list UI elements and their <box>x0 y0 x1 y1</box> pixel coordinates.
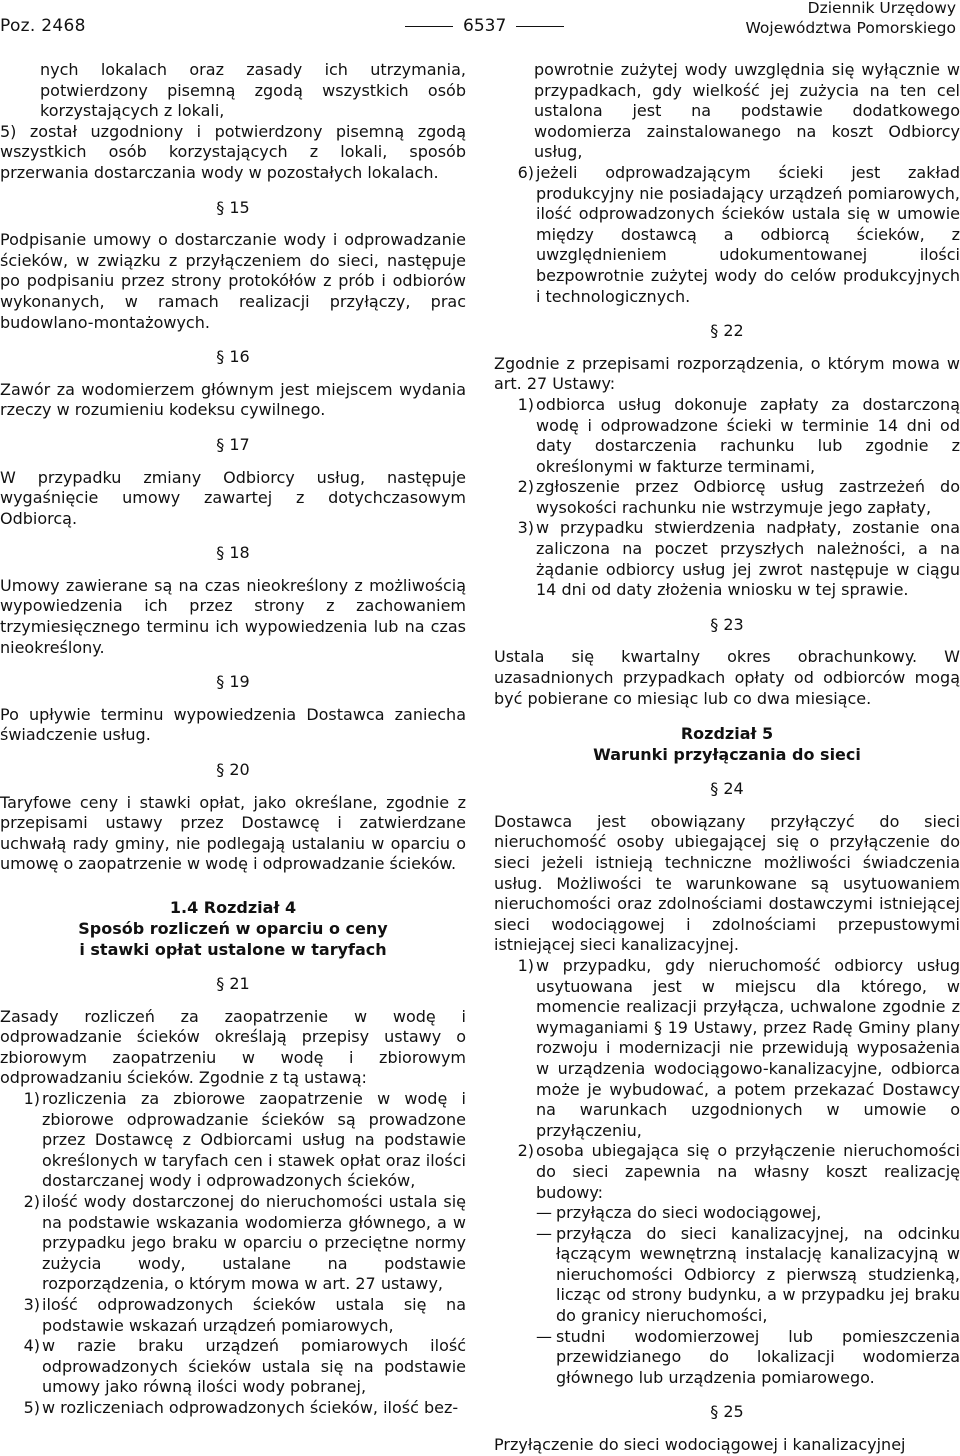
section-18-text: Umowy zawierane są na czas nieokreślony z możliwością wypowiedzenia ich przez strony z zachowaniem trzymiesięcznego terminu ich wypowiedzenia lub na czas nieokreślony. <box>0 575 466 657</box>
section-23-text: Ustala się kwartalny okres obrachunkowy. W uzasadnionych przypadkach opłaty od odbiorców mogą być pobierane co miesiąc lub co dwa miesiące. <box>494 647 960 708</box>
section-21-text: Zasady rozliczeń za zaopatrzenie w wodę i odprowadzanie ścieków określają przepisy ustawy o zbiorowym zaopatrzeniu w wodę i zbiorowym odprowadzaniu ścieków. Zgodnie z tą ustawą: <box>0 1006 466 1088</box>
list-item <box>494 1141 960 1203</box>
continued-item: nych lokalach oraz zasady ich utrzymania, potwierdzony pisemną zgodą wszystkich osób korzystających z lokali, <box>40 60 466 121</box>
section-15-text: Podpisanie umowy o dostarczanie wody i odprowadzanie ścieków, w związku z przyłączeniem do sieci, następuje po podpisaniu przez strony protokółów z prób i odbiorów wykonanych, w ramach realizacji przyłączy, prac budowlano-montażowych. <box>0 230 466 332</box>
list-text: w rozliczeniach odprowadzonych ścieków, ilość bez- <box>42 1397 459 1417</box>
section-16-heading: § 16 <box>0 347 466 368</box>
dash-marker: — <box>536 1326 552 1346</box>
left-column <box>0 60 466 1418</box>
list-number: 2) <box>23 1191 40 1211</box>
section-21-list <box>0 1089 466 1419</box>
list-item <box>494 518 960 600</box>
list-text: odbiorca usług dokonuje zapłaty za dostarczoną wodę i odprowadzone ścieki w terminie 14 dni od daty dostarczenia rachunku lub zgodnie z określonymi w fakturze terminami, <box>536 394 960 476</box>
dash-text: przyłącza do sieci kanalizacyjnej, na odcinku łączącym wewnętrzną instalację kanalizacyjną w nieruchomości Odbiorcy z pierwszą studzienką, licząc od strony budynku, a w przypadku jej braku do granicy nieruchomości, <box>556 1223 960 1326</box>
list-number: 6) <box>517 162 534 182</box>
chapter-4-title-line2: i stawki opłat ustalone w taryfach <box>79 940 387 959</box>
section-20-text: Taryfowe ceny i stawki opłat, jako określane, zgodnie z przepisami ustawy przez Dostawcę i zatwierdzane uchwałą rady gminy, nie podlegają ustalaniu w oparciu o umowę o zaopatrzenie w wodę i odprowadzanie ścieków. <box>0 792 466 874</box>
list-item <box>0 1192 466 1295</box>
list-number: 2) <box>517 477 534 497</box>
list-number: 4) <box>23 1336 40 1356</box>
list-number: 3) <box>517 518 534 538</box>
list-text: w razie braku urządzeń pomiarowych ilość odprowadzonych ścieków ustala się na podstawie umowy jako równą ilości wody pobranej, <box>42 1336 466 1397</box>
right-column <box>494 60 960 1456</box>
list-text: ilość odprowadzonych ścieków ustala się na podstawie wskazań urządzeń pomiarowych, <box>42 1294 466 1335</box>
section-17-heading: § 17 <box>0 435 466 456</box>
list-text: jeżeli odprowadzającym ścieki jest zakład produkcyjny nie posiadający urządzeń pomiarowych, ilość odprowadzonych ścieków ustala się w umowie między dostawcą a odbiorcą ścieków, z uwzględnieniem udokumentowanej ilości bezpowrotnie zużytej wody do celów produkcyjnych i technologicznych. <box>536 162 960 306</box>
list-number: 1) <box>517 394 534 414</box>
list-text: w przypadku, gdy nieruchomość odbiorcy usług usytuowana jest w miejscu dla którego, w momencie realizacji przyłącza, uchwalone zgodnie z wymaganiami § 19 Ustawy, przez Radę Gminy plany rozwoju i modernizacji nie przewidują wyposażenia w urządzenia wodociągowo-kanalizacyjne, odbiorca może je wybudować, a potem przekazać Dostawcy na warunkach uzgodnionych w umowie o przyłączeniu, <box>536 955 960 1140</box>
dash-text: przyłącza do sieci wodociągowej, <box>556 1203 822 1223</box>
page-header <box>0 0 960 44</box>
section-24-text: Dostawca jest obowiązany przyłączyć do sieci nieruchomość osoby ubiegającej się o przyłączenie do sieci jeżeli istnieją techniczne możliwości świadczenia usług. Możliwości te warunkowane są usytuowaniem nieruchomości oraz zdolnościami dostawczymi istniejącej sieci wodociągowej i zdolnościami przepustowymi istniejącej sieci kanalizacyjnej. <box>494 811 960 955</box>
journal-title <box>745 0 956 38</box>
section-24-dash-list <box>494 1203 960 1388</box>
section-23-heading: § 23 <box>494 615 960 636</box>
chapter-5-number: Rozdział 5 <box>680 724 774 744</box>
section-19-text: Po upływie terminu wypowiedzenia Dostawca zaniecha świadczenie usług. <box>0 704 466 745</box>
list-number: 2) <box>517 1141 534 1161</box>
list-item <box>0 1336 466 1398</box>
chapter-5-heading <box>494 723 960 765</box>
list-text: osoba ubiegająca się o przyłączenie nieruchomości do sieci zapewnia na własny koszt realizację budowy: <box>536 1141 960 1202</box>
chapter-4-title-line1: Sposób rozliczeń w oparciu o ceny <box>78 919 388 938</box>
dash-item <box>494 1203 960 1224</box>
list-text: zgłoszenie przez Odbiorcę usług zastrzeżeń do wysokości rachunku nie wstrzymuje jego zapłaty, <box>536 477 960 517</box>
section-17-text: W przypadku zmiany Odbiorcy usług, następuje wygaśnięcie umowy zawartej z dotychczasowym Odbiorcą. <box>0 467 466 528</box>
journal-title-line1: Dziennik Urzędowy <box>807 0 956 17</box>
list-item <box>0 1089 466 1192</box>
section-18-heading: § 18 <box>0 543 466 564</box>
section-22-list <box>494 395 960 601</box>
list-item <box>494 395 960 477</box>
item-5: 5) został uzgodniony i potwierdzony pisemną zgodą wszystkich osób korzystających z lokali, sposób przerwania dostarczania wody w pozostałych lokalach. <box>0 121 466 182</box>
list-number: 1) <box>517 955 534 975</box>
dash-item <box>494 1327 960 1389</box>
chapter-4-heading <box>0 897 466 960</box>
section-24-heading: § 24 <box>494 779 960 800</box>
section-16-text: Zawór za wodomierzem głównym jest miejscem wydania rzeczy w rozumieniu kodeksu cywilnego. <box>0 379 466 420</box>
section-19-heading: § 19 <box>0 672 466 693</box>
continued-item: powrotnie zużytej wody uwzględnia się wyłącznie w przypadkach, gdy wielkość jej zużycia na ten cel ustalona jest na podstawie dodatkowego wodomierza zainstalowanego na koszt Odbiorcy usług, <box>534 60 960 162</box>
section-25-heading: § 25 <box>494 1402 960 1423</box>
section-25-text: Przyłączenie do sieci wodociągowej i kanalizacyjnej <box>494 1435 906 1455</box>
list-text: ilość wody dostarczonej do nieruchomości ustala się na podstawie wskazania wodomierza głównego, a w przypadku jego braku w oparciu o przeciętne normy zużycia wody, ustalane na podstawie rozporządzenia, o którym mowa w art. 27 ustawy, <box>42 1191 466 1294</box>
dash-marker: — <box>536 1223 552 1243</box>
section-21-heading: § 21 <box>0 974 466 995</box>
list-number: 5) <box>23 1397 40 1417</box>
list-text: w przypadku stwierdzenia nadpłaty, zostanie ona zaliczona na poczet przyszłych należności, a na żądanie odbiorcy usług jej zwrot następuje w ciągu 14 dni od daty złożenia wniosku w tej sprawie. <box>536 518 960 600</box>
list-item <box>0 1295 466 1336</box>
item-6-list <box>494 163 960 307</box>
list-item <box>494 956 960 1141</box>
dash-marker: — <box>536 1203 552 1223</box>
chapter-5-title: Warunki przyłączania do sieci <box>593 745 861 765</box>
list-number: 3) <box>23 1294 40 1314</box>
dash-text: studni wodomierzowej lub pomieszczenia przewidzianego do lokalizacji wodomierza głównego lub urządzenia pomiarowego. <box>556 1326 960 1387</box>
section-24-list <box>494 956 960 1203</box>
journal-title-line2: Województwa Pomorskiego <box>745 19 956 37</box>
section-15-heading: § 15 <box>0 198 466 219</box>
section-20-heading: § 20 <box>0 760 466 781</box>
list-item <box>494 477 960 518</box>
section-22-text: Zgodnie z przepisami rozporządzenia, o którym mowa w art. 27 Ustawy: <box>494 353 960 394</box>
list-text: rozliczenia za zbiorowe zaopatrzenie w wodę i zbiorowe odprowadzanie ścieków są prowadzone przez Dostawcę z Odbiorcami usług na podstawie określonych w taryfach cen i stawek opłat oraz ilości dostarczanej wody i odprowadzonych ścieków, <box>42 1088 466 1191</box>
list-number: 1) <box>23 1088 40 1108</box>
position-number: Poz. 2468 <box>0 16 86 36</box>
dash-item <box>494 1224 960 1327</box>
list-item <box>0 1398 466 1419</box>
page-number: 6537 <box>395 16 574 36</box>
chapter-4-number: 1.4 Rozdział 4 <box>169 898 297 917</box>
list-item <box>494 163 960 307</box>
section-22-heading: § 22 <box>494 321 960 342</box>
